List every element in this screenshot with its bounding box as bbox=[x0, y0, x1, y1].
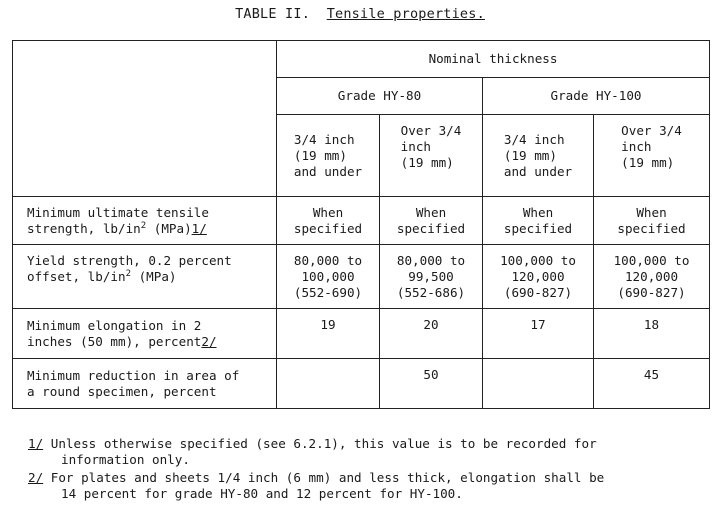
thickness-hy100-over: Over 3/4 inch (19 mm) bbox=[594, 115, 710, 197]
table-cell: 80,000 to 99,500 (552-686) bbox=[380, 245, 483, 309]
table-cell: 18 bbox=[594, 309, 710, 359]
row-elongation bbox=[13, 309, 710, 359]
table-title bbox=[0, 6, 720, 22]
footnote-ref-2: 2/ bbox=[201, 333, 217, 349]
tensile-properties-table bbox=[12, 40, 710, 409]
thickness-hy80-over: Over 3/4 inch (19 mm) bbox=[380, 115, 483, 197]
grade-hy100-header: Grade HY-100 bbox=[483, 78, 710, 115]
thickness-hy100-under: 3/4 inch (19 mm) and under bbox=[483, 115, 594, 197]
table-cell: When specified bbox=[483, 197, 594, 245]
table-cell: 45 bbox=[594, 359, 710, 409]
table-cell bbox=[277, 359, 380, 409]
footnote-marker-2: 2/ bbox=[28, 470, 44, 485]
row-ultimate-tensile-strength bbox=[13, 197, 710, 245]
row-reduction-in-area bbox=[13, 359, 710, 409]
table-caption: Tensile properties. bbox=[326, 6, 485, 22]
table-cell: When specified bbox=[277, 197, 380, 245]
row-label-reduction-in-area: Minimum reduction in area of a round specimen, percent bbox=[13, 359, 277, 409]
table-cell: 17 bbox=[483, 309, 594, 359]
row-label-yield-strength: Yield strength, 0.2 percent offset, $lb/in^2$ (MPa) bbox=[13, 245, 277, 309]
table-cell: When specified bbox=[380, 197, 483, 245]
thickness-hy80-under: 3/4 inch (19 mm) and under bbox=[277, 115, 380, 197]
table-cell: 50 bbox=[380, 359, 483, 409]
table-cell: 80,000 to 100,000 (552-690) bbox=[277, 245, 380, 309]
blank-corner-cell bbox=[13, 41, 277, 197]
grade-hy80-header: Grade HY-80 bbox=[277, 78, 483, 115]
table-cell: 20 bbox=[380, 309, 483, 359]
footnote-1: 1/ Unless otherwise specified (see 6.2.1), this value is to be recorded for information only. bbox=[28, 436, 597, 467]
table-cell: 100,000 to 120,000 (690-827) bbox=[594, 245, 710, 309]
footnote-2: 2/ For plates and sheets 1/4 inch (6 mm) and less thick, elongation shall be 14 percent for grade HY-80 and 12 percent for HY-100. bbox=[28, 470, 605, 501]
table-cell: 100,000 to 120,000 (690-827) bbox=[483, 245, 594, 309]
table-number: TABLE II. bbox=[235, 6, 311, 22]
table-cell bbox=[483, 359, 594, 409]
row-yield-strength bbox=[13, 245, 710, 309]
table-cell: 19 bbox=[277, 309, 380, 359]
footnote-ref-1: 1/ bbox=[191, 220, 207, 236]
row-label-ultimate-tensile: Minimum ultimate tensile strength, $lb/in^2$ (MPa)1/ bbox=[13, 197, 277, 245]
nominal-thickness-header: Nominal thickness bbox=[277, 41, 710, 78]
footnote-marker-1: 1/ bbox=[28, 436, 44, 451]
row-label-elongation: Minimum elongation in 2 inches (50 mm), percent2/ bbox=[13, 309, 277, 359]
footnotes bbox=[28, 436, 708, 504]
header-row-nominal bbox=[13, 41, 710, 78]
table-cell: When specified bbox=[594, 197, 710, 245]
